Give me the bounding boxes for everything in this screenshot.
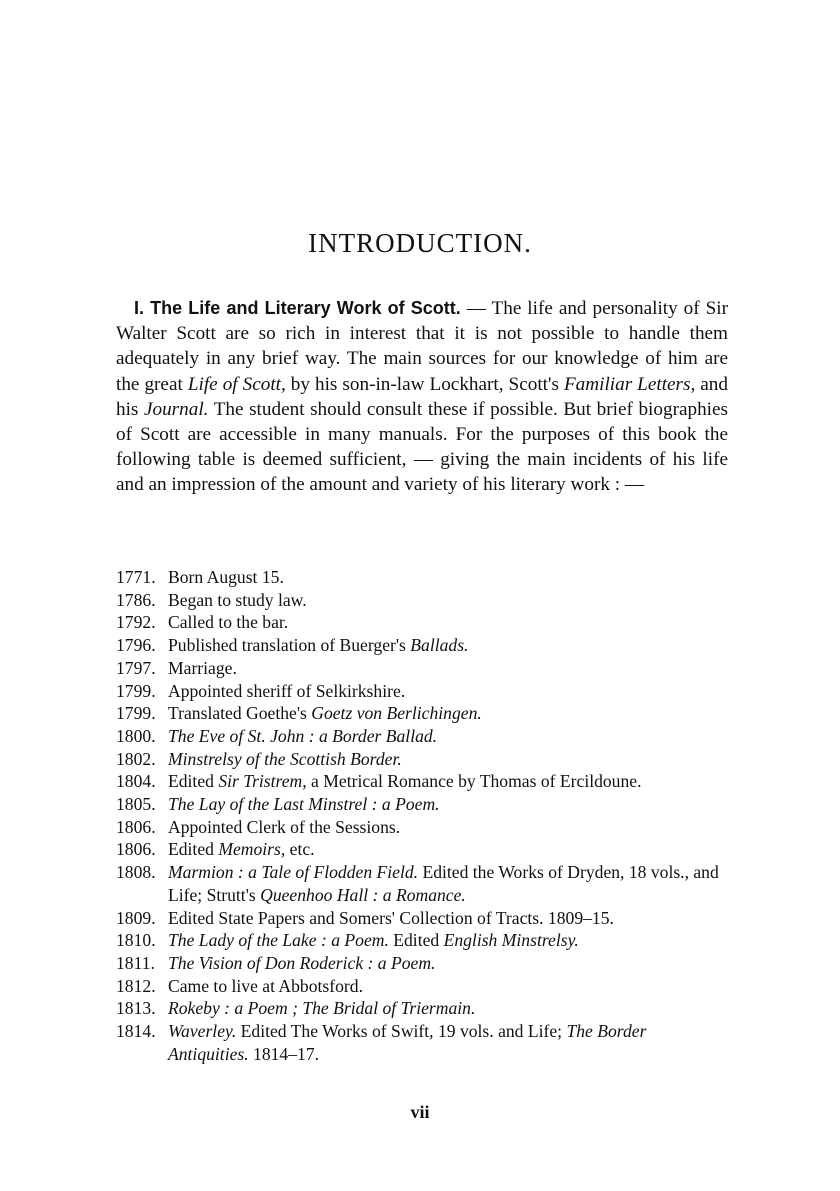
text-run: The student should consult these if possible. But brief biographies of Scott are accessible in many manuals. For the purposes of this book the following table is deemed sufficient, — giving the main incidents of his life and an impression of the amount and variety of his literary work : — [116, 398, 728, 496]
chronology-entry [116, 611, 728, 634]
entry-text [168, 657, 728, 680]
entry-text [168, 997, 728, 1020]
intro-paragraph [116, 296, 728, 498]
entry-year: 1810. [116, 930, 156, 951]
text-run: Edited State Papers and Somers' Collection of Tracts. 1809–15. [168, 907, 614, 928]
text-run: etc. [285, 839, 315, 860]
chronology-entry [116, 589, 728, 612]
text-run: by his son-in-law Lockhart, Scott's [285, 373, 564, 395]
chronology-entry [116, 725, 728, 748]
entry-text [168, 702, 728, 725]
italic-title: Familiar Letters, [563, 373, 696, 395]
text-run: The life and personality of Sir Walter Scott are so rich in interest that it is not possible to handle them adequately in any brief way. The main sources for our knowledge of him are the great [116, 298, 729, 395]
chronology-entry [116, 838, 728, 861]
entry-year: 1802. [116, 748, 156, 769]
italic-title: Ballads. [410, 635, 469, 656]
text-run: Translated Goethe's [168, 703, 312, 724]
italic-title: Journal. [143, 398, 209, 420]
entry-year: 1786. [116, 589, 156, 610]
italic-title: Marmion : a Tale of Flodden Field. [168, 862, 419, 883]
entry-year: 1814. [116, 1021, 156, 1042]
text-run: Edited the Works of Dryden, 18 vols., and Life; Strutt's [168, 862, 719, 905]
entry-text [168, 566, 728, 589]
chronology-entry [116, 907, 728, 930]
chronology-entry [116, 793, 728, 816]
italic-title: The Vision of Don Roderick : a Poem. [168, 952, 436, 973]
text-run: and his [116, 373, 728, 420]
italic-title: Queenhoo Hall : a Romance. [260, 884, 466, 905]
entry-text [168, 838, 728, 861]
entry-year: 1805. [116, 794, 156, 815]
text-run: Edited [168, 771, 219, 792]
italic-title: Goetz von Berlichingen. [311, 703, 482, 724]
chronology-list [116, 566, 728, 1065]
text-run: Began to study law. [168, 589, 307, 610]
italic-title: Rokeby : a Poem ; The Bridal of Triermain. [168, 998, 476, 1019]
chronology-entry [116, 816, 728, 839]
entry-year: 1797. [116, 657, 156, 678]
chronology-entry [116, 1020, 728, 1065]
italic-title: The Lady of the Lake : a Poem. [168, 930, 389, 951]
entry-year: 1806. [116, 816, 156, 837]
italic-title: Minstrelsy of the Scottish Border. [168, 748, 402, 769]
entry-year: 1806. [116, 839, 156, 860]
entry-text [168, 952, 728, 975]
italic-title: English Minstrelsy. [443, 930, 579, 951]
entry-text [168, 861, 728, 906]
entry-text [168, 975, 728, 998]
italic-title: Sir Tristrem, [218, 771, 307, 792]
entry-year: 1808. [116, 862, 156, 883]
italic-title: Waverley. [168, 1021, 237, 1042]
entry-year: 1799. [116, 703, 156, 724]
text-run: Appointed Clerk of the Sessions. [168, 816, 401, 837]
entry-year: 1792. [116, 612, 156, 633]
entry-text [168, 929, 728, 952]
text-run: 1814–17. [248, 1043, 320, 1064]
entry-year: 1804. [116, 771, 156, 792]
entry-text [168, 611, 728, 634]
chronology-entry [116, 770, 728, 793]
entry-text [168, 770, 728, 793]
italic-title: Memoirs, [218, 839, 286, 860]
entry-year: 1796. [116, 635, 156, 656]
section-dash: — [460, 298, 492, 319]
chronology-entry [116, 929, 728, 952]
italic-title: The Eve of St. John : a Border Ballad. [168, 725, 438, 746]
chronology-entry [116, 952, 728, 975]
entry-year: 1813. [116, 998, 156, 1019]
text-run: Marriage. [168, 657, 237, 678]
text-run: Came to live at Abbotsford. [168, 975, 363, 996]
entry-text [168, 589, 728, 612]
text-run: Published translation of Buerger's [168, 635, 411, 656]
chronology-entry [116, 861, 728, 906]
chronology-entry [116, 748, 728, 771]
text-run: Edited [168, 839, 219, 860]
entry-text [168, 680, 728, 703]
entry-year: 1771. [116, 567, 156, 587]
page-number: vii [410, 1102, 430, 1122]
text-run: Edited [388, 930, 444, 951]
chronology-entry [116, 657, 728, 680]
chronology-entry [116, 566, 728, 589]
section-title: I. The Life and Literary Work of Scott. [134, 298, 461, 318]
italic-title: The Lay of the Last Minstrel : a Poem. [168, 794, 440, 815]
chronology-entry [116, 680, 728, 703]
entry-text [168, 816, 728, 839]
text-run: a Metrical Romance by Thomas of Ercildoune. [306, 771, 642, 792]
entry-text [168, 907, 728, 930]
intro-paragraph-text [116, 296, 728, 498]
chronology-entry [116, 997, 728, 1020]
chapter-heading: INTRODUCTION. [308, 228, 532, 258]
chronology-entry [116, 975, 728, 998]
entry-year: 1799. [116, 680, 156, 701]
entry-text [168, 793, 728, 816]
entry-year: 1800. [116, 725, 156, 746]
chronology-entry [116, 702, 728, 725]
chronology-entry [116, 634, 728, 657]
entry-text [168, 725, 728, 748]
italic-title: The Border Antiquities. [168, 1021, 647, 1064]
entry-text [168, 634, 728, 657]
entry-year: 1809. [116, 907, 156, 928]
entry-text [168, 748, 728, 771]
text-run: Appointed sheriff of Selkirkshire. [168, 680, 406, 701]
entry-year: 1811. [116, 952, 155, 973]
entry-year: 1812. [116, 975, 156, 996]
italic-title: Life of Scott, [187, 373, 286, 395]
text-run: Called to the bar. [168, 612, 289, 633]
text-run: Born August 15. [168, 567, 284, 587]
text-run: Edited The Works of Swift, 19 vols. and Life; [236, 1021, 567, 1042]
entry-text [168, 1020, 728, 1065]
